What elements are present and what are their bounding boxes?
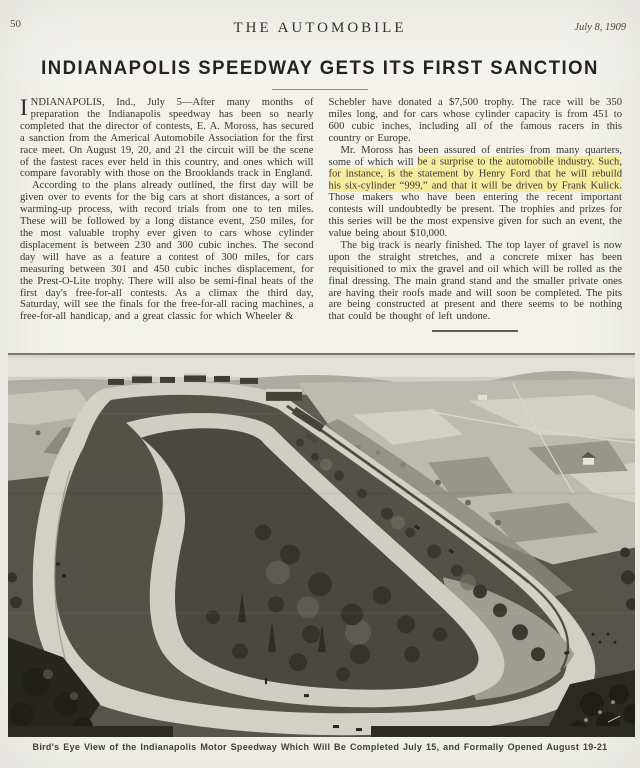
paragraph-4 [329,145,623,240]
journal-masthead: THE AUTOMOBILE [233,20,407,36]
paragraph-2: According to the plans already outlined, the first day will be given over to events for the big cars at short distances, a sort of warming-up process, with record trials from one to ten miles. These will be followed by a long distance event, 250 miles, for the most valuable trophy ever given to cars whose cylinder displacement is between 230 and 300 cubic inches. The second day will have as a feature a contest of 300 miles, for cars measuring between 301 and 450 cubic inches displacement, for the Prest-O-Lite trophy. There will also be semi-final heats of the first day's free-for-all contests. As a climax the third day, Saturday, will see the finals for the free-for-all racing machines, a free-for-all handicap, and a great classic for which Wheeler & [20,180,314,323]
paragraph-4-text: Mr. Moross has been assured of entries from many quarters, some of which will [328,144,622,168]
speedway-birdseye-drawing [8,353,635,737]
speedway-illustration [8,353,635,737]
illustration-caption: Bird's Eye View of the Indianapolis Motor Speedway Which Will Be Completed July 15, and Formally Opened August 19-21 [32,742,608,752]
paragraph-3: Schebler have donated a $7,500 trophy. The race will be 350 miles long, and for cars whose cylinder capacity is from 451 to 600 cubic inches, including all of the famous racers in this country or Europe. [328,97,622,144]
article-headline: INDIANAPOLIS SPEEDWAY GETS ITS FIRST SANCTION [41,56,599,79]
page-number: 50 [10,18,21,30]
article-body [20,97,622,332]
end-of-article-rule [432,330,518,332]
issue-date: July 8, 1909 [574,22,626,33]
right-column [329,97,623,332]
left-column [20,97,314,332]
paragraph-4-continued: Those makers who have been entering the recent important contests will undoubtedly be present. The trophies and prizes for this series will be the most expensive given for such an event, the value being about $10,000. [328,192,622,239]
paragraph-1 [20,97,314,180]
highlighted-passage: be a surprise to the automobile industry. Such, for instance, is the statement by Henry Ford that he will rebuild his six-cylinder “999,” and that it will be driven by Frank Kulick. [328,156,622,192]
headline-rule [272,89,368,90]
paragraph-5: The big track is nearly finished. The top layer of gravel is now upon the straight stretches, and a concrete mixer has been requisitioned to mix the gravel and oil which will be rolled as the final dressing. The main grand stand and the smaller private ones are having their roofs made and will soon be completed. The pits are being constructed at present and there seems to be nothing that could be thought of left undone. [328,239,622,323]
paragraph-1-text: NDIANAPOLIS, Ind., July 5—After many months of preparation the Indianapolis speedway has been so nearly completed that the director of contests, E. A. Moross, has secured a sanction from the Americal Automobile Association for the first race meet. On August 19, 20, and 21 the circuit will be the scene of the fastest races ever held in this country, and ones which will compare favorably with those on the Brooklands track in England. [20,97,314,180]
initial-letter: I [20,95,28,120]
